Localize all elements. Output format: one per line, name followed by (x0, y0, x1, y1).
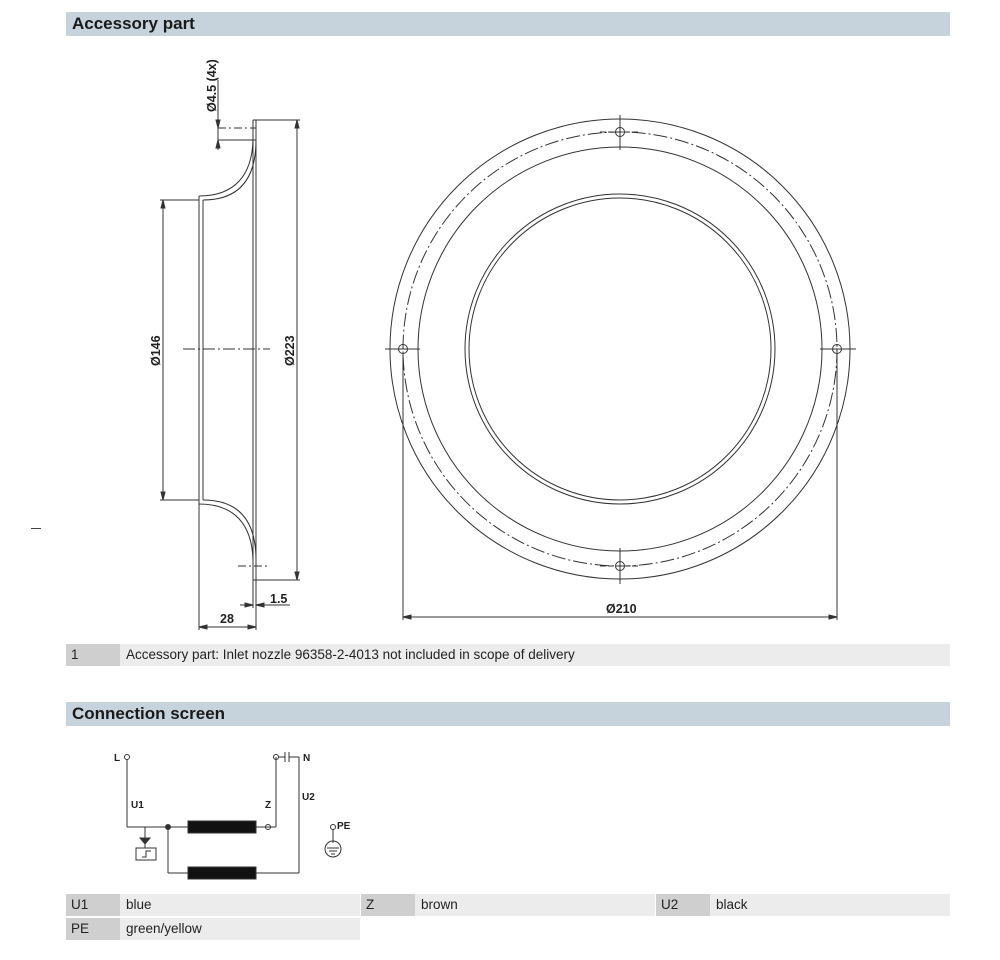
note-text: Accessory part: Inlet nozzle 96358-2-4013 not included in scope of delivery (120, 644, 950, 666)
terminal-PE-label: PE (337, 821, 351, 832)
dim-bolt-circle: Ø210 (606, 602, 637, 616)
wire-table-row (66, 894, 950, 916)
dim-inner-diameter: Ø146 (149, 335, 163, 366)
wire-value-u1: blue (120, 894, 360, 916)
wire-value-z: brown (415, 894, 655, 916)
wire-U2-label: U2 (302, 792, 315, 803)
nozzle-front-view (385, 115, 856, 620)
wire-value-u2: black (710, 894, 950, 916)
wire-key-pe: PE (66, 918, 120, 940)
wire-U1-label: U1 (131, 800, 144, 811)
wire-value-pe: green/yellow (120, 918, 360, 940)
dim-outer-diameter: Ø223 (283, 335, 297, 366)
connection-section-header: Connection screen (66, 702, 950, 726)
connection-schematic (125, 752, 342, 879)
accessory-section-header: Accessory part (66, 12, 950, 36)
terminal-N-label: N (303, 753, 311, 764)
note-key: 1 (66, 644, 120, 666)
terminal-L-label: L (114, 753, 121, 764)
dim-depth: 28 (220, 612, 234, 626)
wire-key-u1: U1 (66, 894, 120, 916)
nozzle-side-profile (160, 80, 300, 630)
wire-key-z: Z (361, 894, 415, 916)
wire-key-u2: U2 (656, 894, 710, 916)
wire-table-row (66, 918, 360, 940)
dim-thickness: 1.5 (270, 592, 288, 606)
accessory-note-row (66, 644, 950, 666)
wire-Z-label: Z (265, 800, 272, 811)
dim-hole-diameter: Ø4.5 (4x) (205, 59, 219, 112)
